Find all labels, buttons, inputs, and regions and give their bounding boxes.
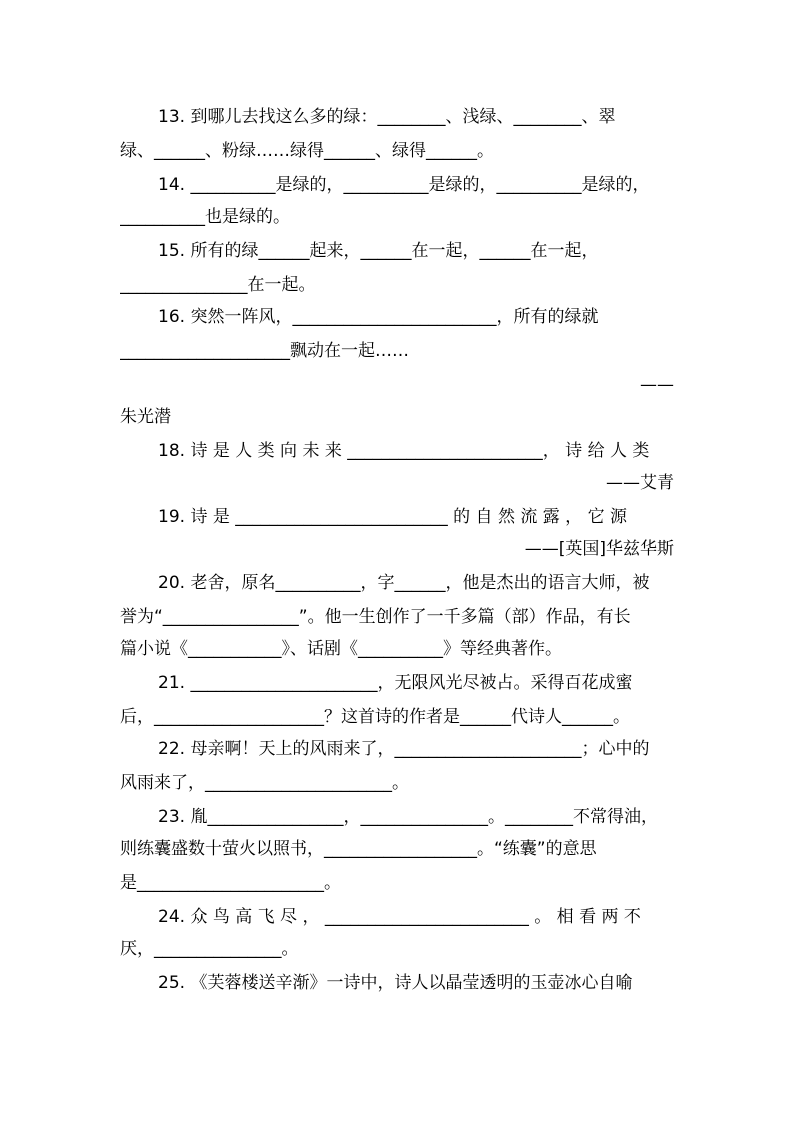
question-20-line-1: 20. 老舍，原名__________，字______，他是杰出的语言大师，被: [158, 573, 650, 593]
question-14-line-1: 14. __________是绿的，__________是绿的，__________是绿的，: [158, 175, 650, 195]
question-21-line-2: 后，____________________？这首诗的作者是______代诗人______。: [120, 707, 630, 727]
question-17-dash: ——: [640, 375, 674, 395]
question-18-line-1: 18. 诗 是 人 类 向 未 来 _______________________， 诗 给 人 类: [158, 441, 650, 461]
question-18-line-2: [120, 466, 674, 500]
question-16-line-2: ____________________飘动在一起……: [120, 341, 409, 361]
question-25-line-1: 25. 《芙蓉楼送辛渐》一诗中，诗人以晶莹透明的玉壶冰心自喻: [158, 973, 633, 993]
question-15-line-1: 15. 所有的绿______起来，______在一起，______在一起，: [158, 241, 599, 261]
question-14-line-2: __________也是绿的。: [120, 207, 290, 227]
question-16-line-1: 16. 突然一阵风，________________________，所有的绿就: [158, 307, 599, 327]
question-13-line-1: 13. 到哪儿去找这么多的绿：________、浅绿、________、翠: [158, 107, 616, 127]
question-23-line-2: 则练囊盛数十萤火以照书，__________________。“练囊”的意思: [120, 839, 597, 859]
question-24-line-1: 24. 众 鸟 高 飞 尽 ， ________________________ 。 相 看 两 不: [158, 907, 641, 927]
question-24-line-2: 厌，_______________。: [120, 939, 299, 959]
question-20-line-3: 篇小说《___________》、话剧《__________》等经典著作。: [120, 639, 562, 659]
question-13-line-2: 绿、______、粉绿……绿得______、绿得______。: [120, 141, 494, 161]
question-19-attribution: ——[英国]华兹华斯: [524, 539, 674, 559]
question-21-line-1: 21. ______________________，无限风光尽被占。采得百花成蜜: [158, 673, 633, 693]
question-20-line-2: 誉为“________________”。他一生创作了一千多篇（部）作品，有长: [120, 607, 631, 627]
question-23-line-1: 23. 胤________________，_______________。________不常得油，: [158, 807, 658, 827]
question-15-line-2: _______________在一起。: [120, 275, 316, 295]
question-22-line-2: 风雨来了，______________________。: [120, 773, 409, 793]
question-17-line-1: [158, 368, 674, 402]
question-18-attribution: ——艾青: [606, 473, 674, 493]
question-22-line-1: 22. 母亲啊！天上的风雨来了，______________________；心中的: [158, 739, 650, 759]
question-23-line-3: 是______________________。: [120, 873, 341, 893]
question-19-line-2: [120, 532, 674, 566]
question-19-line-1: 19. 诗 是 _________________________ 的 自 然 流 露 ， 它 源: [158, 507, 627, 527]
question-17-attribution: 朱光潜: [120, 407, 171, 427]
